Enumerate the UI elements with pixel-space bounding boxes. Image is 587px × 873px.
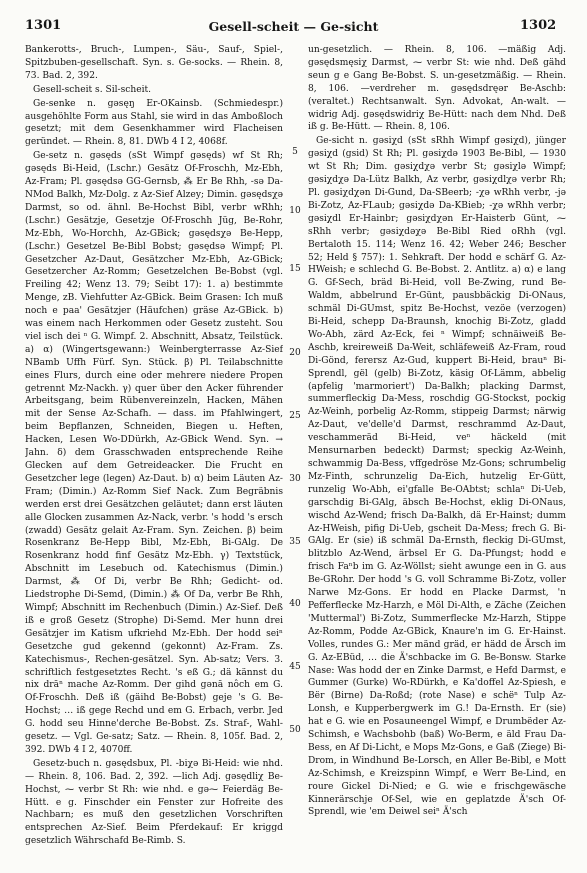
- entry-un-gesetzlich: un-gesetzlich. — Rhein. 8, 106. —mäßig Adj. gəsędsmęsiχ Darmst, ⁓ verbr St: wie nhd. Deß gähd seun g e Gang Be-Bobst. S. un-gesetzmäßig. — Rhein. 8, 106. —verdreher m. gəsędsdręər Be-Aschb: (veraltet.) Rechtsanwalt. Syn. Advokat, An-walt. —widrig Adj. gəsędswidriχ Be-Hütt: nach dem Nhd. Deß iß g. Be-Hütt. — Rhein. 8, 106.: [308, 45, 566, 133]
- entry-ge-setz: Ge-setz n. gəsęds (sSt Wimpf gəsęds) wf St Rh; gəsęds Bi-Heid, (Lschr.) Gesätz Of-Froschh, Mz-Ebh, Az-Fram; Pl. gəsędsə GG-Gernsb, ⁂ Er Be Rhh, -sə Da-NMod Balkh, Mz-Dolg. z Az-Sief Alzey; Dimin. gəsędsχə Darmst, so od. ähnl. Be-Hochst Bibl, verbr wRhh; (Lschr.) Gesätzje, Gesetzje Of-Froschh Jüg, Be-Rohr, Mz-Ebh, Wo-Horchh, Az-GBick; gəsędsχə Be-Hepp, (Lschr.) Gesetzel Be-Bibl Bobst; gəsędsə Wimpf; Pl. Gesetzcher Az-Daut, Gesätzcher Mz-Ebh, Az-GBick; Gesetzercher Az-Romm; Gesetzelchen Be-Bobst (vgl. Freiling 42; Wenz 13. 79; Seibt 17): 1. a) bestimmte Menge, zB. Viehfutter Az-GBick. Beim Grasen: Ich muß noch e paa' Gesätzjer (Häufchen) gräse Az-GBick. b) was einem nach Herkommen oder Gesetz zusteht. Sou viel isch dei ⁿ G. Wimpf. 2. Abschnitt, Absatz, Teilstück. a) α) (Wingertsgewann:) Weinbergterrasse Az-Sief NBamb Uffh Fürf. Syn. Stück. β) Pl. Teilabschnitte eines Flurs, durch eine oder mehrere niedere Propen getrennt Mz-Nackh. γ) quer über den Acker führender Arbeitsgang, beim Rübenvereinzeln, Hacken, Mähen mit der Sense Az-Schafh. — dass. im Pfahlwingert, beim Bepflanzen, Schneiden, Biegen u. Heften, Hacken, Lesen Wo-DDürkh, Az-GBick Wend. Syn. → Jahn. δ) dem Grasschwaden entsprechende Reihe Glecken auf dem Getreideacker. Die Frucht en Gesetzcher lege (legen) Az-Daut. b) α) beim Läuten Az-Fram; (Dimin.) Az-Romm Sief Nack. Zum Begräbnis werden erst drei Gesätzchen geläutet; dann erst läuten alle Glocken zusammen Az-Nack, verbr. 's hodd 's ersch (zwadd) Gesätz gelait Az-Fram. Syn. Zeichen. β) beim Rosenkranz Be-Hepp Bibl, Mz-Ebh, Bi-GAlg. De Rosenkranz hodd finf Gesätz Mz-Ebh. γ) Textstück, Abschnitt im Lesebuch od. Katechismus (Dimin.) Darmst, ⁂ Of Di, verbr Be Rhh; Gedicht- od. Liedstrophe Di-Semd, (Dimin.) ⁂ Of Da, verbr Be Rhh, Wimpf; Abschnitt im Rechenbuch (Dimin.) Az-Sief. Deß iß e groß Gesetz (Strophe) Di-Semd. Mer hunn drei Gesätzjer im Katism ufkriehd Mz-Ebh. Der hodd seiⁿ Gesetzche gud gekennd (gekonnt) Az-Fram. Zs. Katechismus-, Rechen-gesätzel. Syn. Ab-satz; Vers. 3. schriftlich festgesetztes Recht. 's eß G.; dä kännst du nix drāⁿ mache Az-Romm. Der gihd gənā nôch em G. Of-Froschh. Deß iß (gäihd Be-Bobst) geje 's G. Be-Hochst; … iß gege Rechd und em G. Erbach, verbr. Jed G. hodd seu Hinne'derche Be-Bobst. Zs. Straf-, Wahl-gesetz. — Vgl. Ge-satz; Satz. — Rhein. 8, 105f. Bad. 2, 392. DWb 4 I 2, 4070ff.: [25, 151, 283, 755]
- entry-bankerotts: Bankerotts-, Bruch-, Lumpen-, Säu-, Sauf-, Spiel-, Spitzbuben-gesellschaft. Syn. s. Ge-socks. — Rhein. 8, 73. Bad. 2, 392.: [25, 45, 283, 81]
- line-number: 10: [289, 206, 301, 216]
- entry-ge-sicht: Ge-sicht n. gəsiχd (sSt sRhh Wimpf gəsiχd), jünger gəsiχd (gsid) St Rh; Pl. gəsiχdə 1903 Be-Bibl, — 1930 wt St Rh; Dim. gəsiχdχə verbr St; gəsiχlə Wimpf; gəsiχdχə Da-Lütz Balkh, Az verbr, gəsiχdlχə verbr Rh; Pl. gəsiχdχən Di-Gund, Da-SBeerb; -χə wRhh verbr, -jə Bi-Zotz, Az-FLaub; gəsiχdə Da-KBieb; -χə wRhh verbr; gəsiχdl Er-Hainbr; gəsiχdχən Er-Haisterb Günt, ⁓ sRhh verbr; gəsiχdəχə Be-Bibl Ried oRhh (vgl. Bertaloth 15. 114; Wenz 16. 42; Weber 246; Bescher 52; Held § 757): 1. Sehkraft. Der hodd e schärf G. Az-HWeish; e schlechd G. Be-Bobst. 2. Antlitz. a) α) e lang G. Gf-Sech, bräd Bi-Heid, voll Be-Zwing, rund Be-Waldm, abbelrund Er-Günt, pausbbäckig Di-ONaus, schmäl Di-GUmst, spitz Be-Hochst, vezöe (verzogen) Bi-Heid, schepp Da-Braunsh, knochig Bi-Zotz, gladd Wo-Abh, zärd Az-Eck, fei ⁿ Wimpf; schnäiweiß Be-Aschb, kreireweiß Da-Weit, schläfeweiß Az-Fram, roud Di-Gönd, ferersz Az-Gud, kuppert Bi-Heid, brauⁿ Bi-Sprendl, gël (gelb) Bi-Zotz, käsig Of-Lämm, abbelig (apfelig 'marmoriert') Da-Balkh; placking Darmst, summerfleckig Da-Mess, roschdig GG-Stockst, pockig Az-Weinh, porbelig Az-Romm, stippeig Darmst; närwig Az-Daut, ve'delle'd Darmst, reschrammd Az-Daut, veschammeräd Bi-Heid, veⁿ häckeld (mit Mensurnarben bedeckt) Darmst; speckig Az-Weinh, schwammig Da-Bess, vffgedröse Mz-Gons; schrumbelig Mz-Finth, schrunzelig Da-Eich, hutzelig Er-Gütt, runzelig Wo-Abh, ei'gfalle Be-OAbtst; schlaⁿ Di-Ueb, garschdig Bi-GAlg, äbsch Be-Hochst, eklig Di-ONaus, wischd Az-Wend; frisch Da-Balkh, dä Er-Hainst; dumm Az-HWeish, pifig Di-Ueb, gscheit Da-Mess; frech G. Bi-GAlg. Er (sie) iß schmäl Da-Ernsth, fleckig Di-GUmst, blitzblo Az-Wend, ärbsel Er G. Da-Pfungst; hodd e frisch Faⁿb im G. Az-Wöllst; sieht awunge een in G. aus Be-GRohr. Der hodd 's G. voll Schramme Bi-Zotz, voller Narwe Mz-Gons. Er hodd en Placke Darmst, 'n Pefferflecke Mz-Harzh, e Möl Di-Alth, e Zäche (Zeichen 'Muttermal') Bi-Zotz, Summerflecke Mz-Harzh, Stippe Az-Romm, Podde Az-GBick, Knaure'n im G. Er-Hainst. Volles, rundes G.: Mer mänd gräd, er hädd de Ärsch im G. Az-EBüd, … die Ä'schbacke im G. Be-Bonsw. Starke Nase: Was hodd der en Zinke Darmst, e Hefd Darmst, e Gummer (Gurke) Wo-RDürkh, e Ka'doffel Az-Spiesh, e Bër (Birne) Da-Roßd; (rote Nase) e schëⁿ Tulp Az-Lonsh, e Kupperbergwerk im G.! Da-Ernsth. Er (sie) hat e G. wie en Posauneengel Wimpf, e Drumbëder Az-Schimsh, e Wachsbohb (baß) Wo-Berm, e äld Frau Da-Bess, en Af Di-Licht, e Mops Mz-Gons, e Gaß (Ziege) Bi-Drom, in Windhund Be-Lorsch, en Aller Be-Bibl, e Mott Az-Schimsh, e Kreizspinn Wimpf, e Werr Be-Lind, en roure Gickel Di-Nied; e G. wie e frischgewäsche Kinnerärschje Of-Sel, wie en geplatzde Ä'sch Of-Sprendl, wie 'em Deiwel seiⁿ Ä'sch: [308, 136, 566, 818]
- line-number: 20: [289, 348, 301, 358]
- line-number: 50: [289, 725, 301, 735]
- entry-gesell-scheit: Gesell-scheit s. Sil-scheit.: [33, 84, 152, 95]
- running-header: [0, 18, 587, 36]
- line-number-gutter: [287, 44, 303, 862]
- line-number: 40: [289, 599, 301, 609]
- entry-ge-senke: Ge-senke n. gəsęŋ Er-OKainsb. (Schmiedespr.) ausgehöhlte Form aus Stahl, sie wird in das Amboßloch gesetzt; mit dem Gesenkhammer wird Flacheisen geründet. — Rhein. 8, 81. DWb 4 I 2, 4068f.: [25, 98, 283, 148]
- line-number: 45: [289, 662, 301, 672]
- left-column: [25, 44, 283, 862]
- page-number-left: 1301: [25, 18, 62, 33]
- page-number-right: 1302: [520, 18, 557, 33]
- running-head: Gesell-scheit — Ge-sicht: [208, 19, 379, 34]
- line-number: 15: [289, 264, 301, 274]
- line-number: 35: [289, 537, 301, 547]
- right-column: [308, 44, 566, 862]
- entry-gesetz-buch: Gesetz-buch n. gəsędsbux, Pl. -biχə Bi-Heid: wie nhd. — Rhein. 8, 106. Bad. 2, 392. —lich Adj. gəsędliχ Be-Hochst, ⁓ verbr St Rh: wie nhd. e gə⁓ Feierdäg Be-Hütt. e g. Finschder ein Fenster zur Hofreite des Nachbarn; es muß den gesetzlichen Vorschriften entsprechen Az-Sief. Beim Pferdekauf: Er kriggd gesetzlich Währschafd Be-Rimb. S.: [25, 758, 283, 847]
- line-number: 25: [289, 411, 301, 421]
- line-number: 5: [292, 147, 298, 157]
- line-number: 30: [289, 474, 301, 484]
